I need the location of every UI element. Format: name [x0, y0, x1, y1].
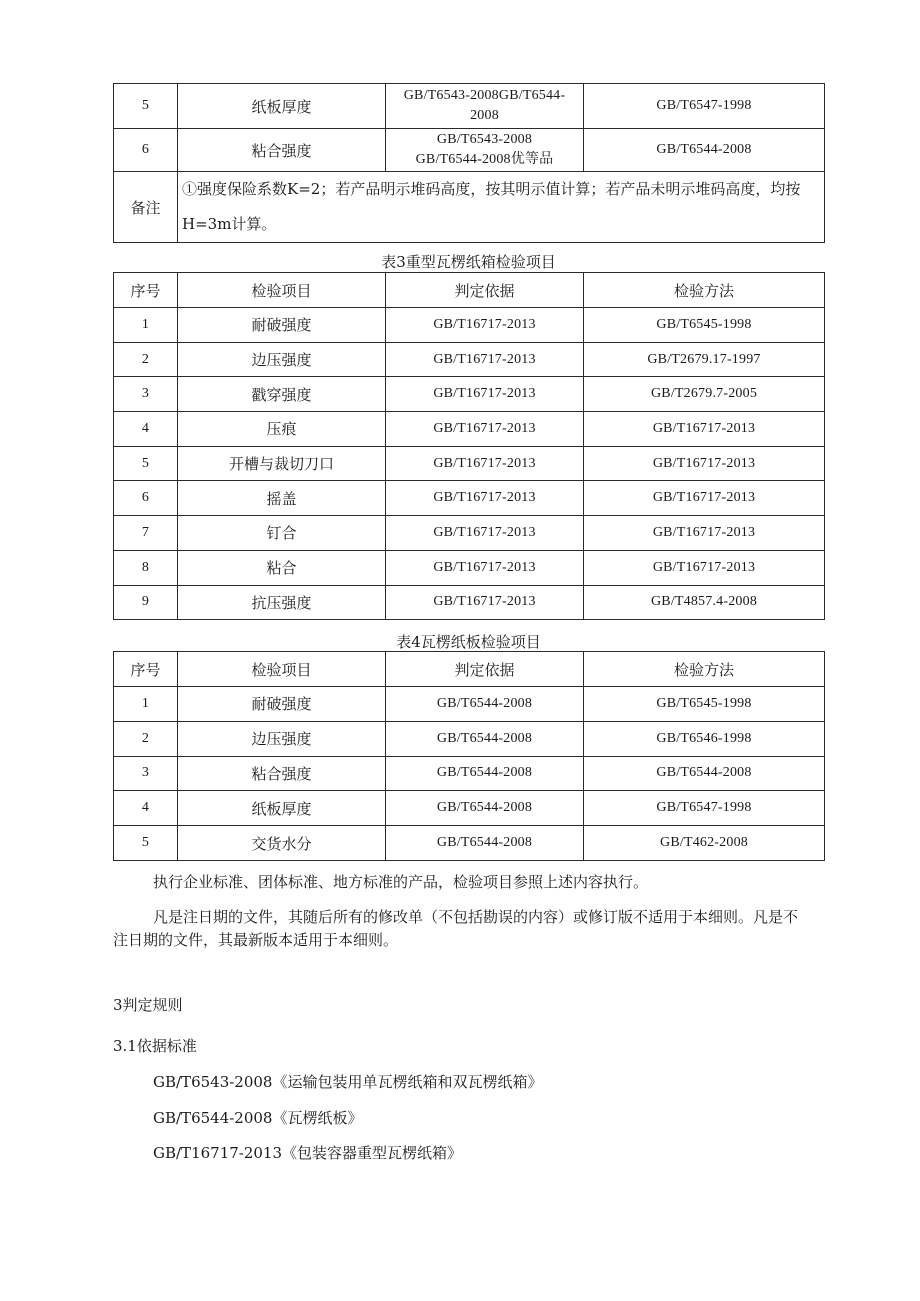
header-method: 检验方法 — [584, 273, 825, 308]
cell-item: 粘合强度 — [178, 756, 386, 791]
cell-method: GB/T16717-2013 — [584, 446, 825, 481]
cell-basis: GB/T6543-2008GB/T6544- 2008 — [386, 84, 584, 129]
cell-index: 9 — [114, 585, 178, 620]
table3-caption: 表3重型瓦楞纸箱检验项目 — [381, 253, 556, 271]
cell-item: 边压强度 — [178, 721, 386, 756]
cell-method: GB/T6547-1998 — [584, 791, 825, 826]
cell-item: 粘合 — [178, 550, 386, 585]
cell-index: 8 — [114, 550, 178, 585]
cell-basis: GB/T16717-2013 — [386, 481, 584, 516]
cell-index: 6 — [114, 481, 178, 516]
cell-item: 钉合 — [178, 516, 386, 551]
paragraph-dated-docs-line2: 注日期的文件，其最新版本适用于本细则。 — [113, 931, 399, 949]
table-row — [114, 84, 825, 129]
table-header-row — [114, 273, 825, 308]
cell-basis: GB/T6544-2008 — [386, 791, 584, 826]
cell-basis: GB/T16717-2013 — [386, 585, 584, 620]
cell-method: GB/T6545-1998 — [584, 687, 825, 722]
cell-index: 5 — [114, 446, 178, 481]
table-row — [114, 516, 825, 551]
cell-basis: GB/T6543-2008 GB/T6544-2008优等品 — [386, 129, 584, 172]
cell-basis: GB/T16717-2013 — [386, 377, 584, 412]
paragraph-dated-docs-line1: 凡是注日期的文件，其随后所有的修改单（不包括勘误的内容）或修订版不适用于本细则。凡是不 — [153, 908, 799, 926]
header-method: 检验方法 — [584, 652, 825, 687]
cell-method: GB/T6545-1998 — [584, 308, 825, 343]
cell-method: GB/T2679.17-1997 — [584, 342, 825, 377]
section-heading: 3判定规则 — [113, 996, 183, 1014]
cell-index: 3 — [114, 377, 178, 412]
cell-index: 2 — [114, 342, 178, 377]
cell-item: 开槽与裁切刀口 — [178, 446, 386, 481]
cell-method: GB/T2679.7-2005 — [584, 377, 825, 412]
note-label: 备注 — [114, 172, 178, 243]
table3 — [113, 272, 825, 620]
cell-basis: GB/T6544-2008 — [386, 826, 584, 861]
header-basis: 判定依据 — [386, 652, 584, 687]
header-index: 序号 — [114, 273, 178, 308]
header-item: 检验项目 — [178, 273, 386, 308]
cell-index: 1 — [114, 687, 178, 722]
cell-item: 粘合强度 — [178, 129, 386, 172]
cell-basis: GB/T6544-2008 — [386, 721, 584, 756]
table-row-note — [114, 172, 825, 243]
cell-method: GB/T16717-2013 — [584, 516, 825, 551]
header-basis: 判定依据 — [386, 273, 584, 308]
table-row — [114, 377, 825, 412]
table-row — [114, 687, 825, 722]
cell-basis: GB/T16717-2013 — [386, 308, 584, 343]
table-row — [114, 308, 825, 343]
section-subheading: 3.1依据标准 — [113, 1037, 197, 1055]
cell-basis: GB/T16717-2013 — [386, 550, 584, 585]
table-row — [114, 585, 825, 620]
cell-basis: GB/T16717-2013 — [386, 446, 584, 481]
cell-method: GB/T16717-2013 — [584, 481, 825, 516]
standard-item: GB/T6543-2008《运输包装用单瓦楞纸箱和双瓦楞纸箱》 — [153, 1073, 543, 1091]
table-row — [114, 791, 825, 826]
table-row — [114, 721, 825, 756]
cell-method: GB/T6546-1998 — [584, 721, 825, 756]
cell-item: 摇盖 — [178, 481, 386, 516]
cell-item: 压痕 — [178, 412, 386, 447]
table-row — [114, 756, 825, 791]
cell-index: 2 — [114, 721, 178, 756]
cell-method: GB/T16717-2013 — [584, 412, 825, 447]
cell-item: 纸板厚度 — [178, 84, 386, 129]
table4-caption: 表4瓦楞纸板检验项目 — [396, 633, 541, 651]
cell-index: 5 — [114, 84, 178, 129]
table-row — [114, 342, 825, 377]
standard-item: GB/T16717-2013《包装容器重型瓦楞纸箱》 — [153, 1144, 463, 1162]
cell-item: 纸板厚度 — [178, 791, 386, 826]
cell-item: 交货水分 — [178, 826, 386, 861]
table-row — [114, 412, 825, 447]
cell-item: 戳穿强度 — [178, 377, 386, 412]
cell-basis: GB/T6544-2008 — [386, 756, 584, 791]
cell-basis: GB/T6544-2008 — [386, 687, 584, 722]
table-row — [114, 446, 825, 481]
cell-index: 6 — [114, 129, 178, 172]
header-item: 检验项目 — [178, 652, 386, 687]
cell-index: 7 — [114, 516, 178, 551]
table-row — [114, 129, 825, 172]
cell-index: 4 — [114, 791, 178, 826]
cell-index: 5 — [114, 826, 178, 861]
cell-method: GB/T4857.4-2008 — [584, 585, 825, 620]
standard-item: GB/T6544-2008《瓦楞纸板》 — [153, 1109, 363, 1127]
table-row — [114, 826, 825, 861]
cell-item: 抗压强度 — [178, 585, 386, 620]
cell-method: GB/T6547-1998 — [584, 84, 825, 129]
table-top — [113, 83, 825, 243]
cell-item: 耐破强度 — [178, 687, 386, 722]
cell-basis: GB/T16717-2013 — [386, 342, 584, 377]
cell-item: 耐破强度 — [178, 308, 386, 343]
cell-index: 3 — [114, 756, 178, 791]
cell-basis: GB/T16717-2013 — [386, 516, 584, 551]
header-index: 序号 — [114, 652, 178, 687]
table-row — [114, 481, 825, 516]
cell-method: GB/T6544-2008 — [584, 129, 825, 172]
table4 — [113, 651, 825, 861]
cell-basis: GB/T16717-2013 — [386, 412, 584, 447]
cell-method: GB/T6544-2008 — [584, 756, 825, 791]
cell-index: 1 — [114, 308, 178, 343]
cell-method: GB/T462-2008 — [584, 826, 825, 861]
cell-index: 4 — [114, 412, 178, 447]
cell-item: 边压强度 — [178, 342, 386, 377]
paragraph-scope: 执行企业标准、团体标准、地方标准的产品，检验项目参照上述内容执行。 — [153, 873, 649, 891]
note-text: ①强度保险系数K=2；若产品明示堆码高度，按其明示值计算；若产品未明示堆码高度，均按 H=3m计算。 — [178, 172, 825, 243]
table-header-row — [114, 652, 825, 687]
table-row — [114, 550, 825, 585]
cell-method: GB/T16717-2013 — [584, 550, 825, 585]
